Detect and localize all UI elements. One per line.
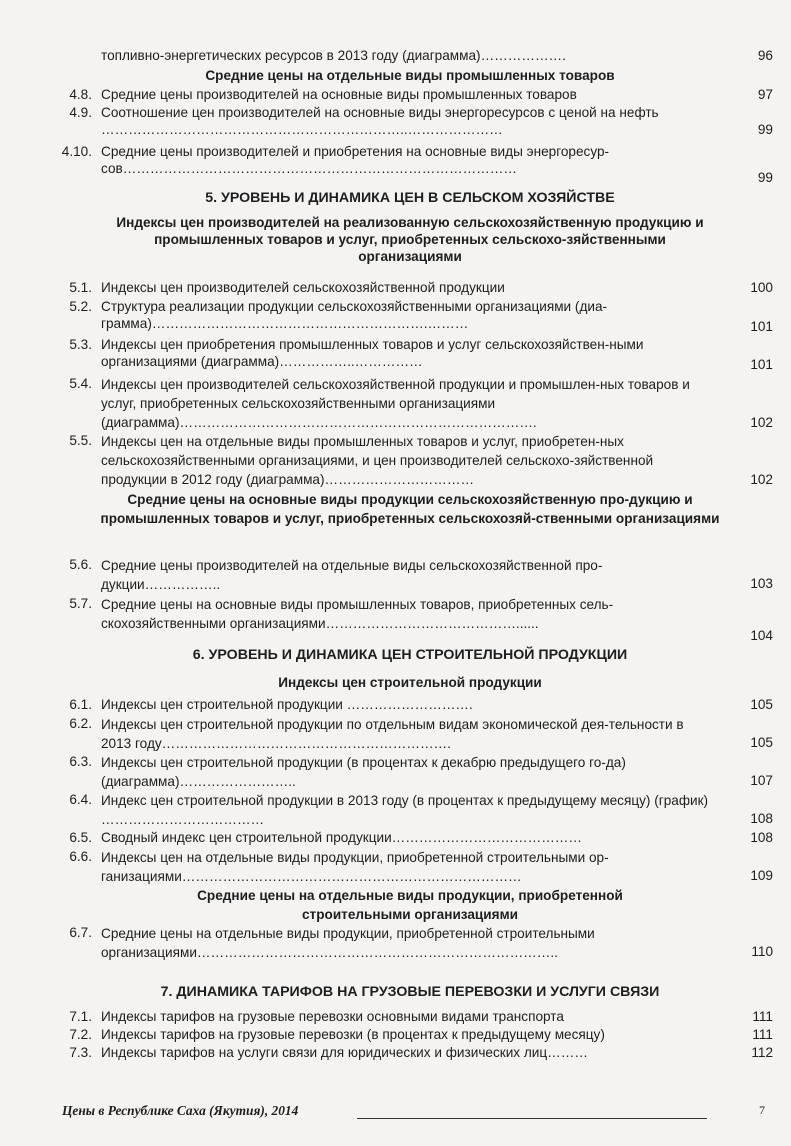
toc-entry-number: 7.2. bbox=[69, 1027, 92, 1042]
toc-entry-page: 108 bbox=[750, 830, 773, 845]
toc-entry-number: 6.7. bbox=[69, 925, 92, 940]
toc-entry-page: 105 bbox=[750, 735, 773, 750]
toc-entry-number: 6.6. bbox=[69, 849, 92, 864]
toc-entry-text: Индексы цен на отдельные виды продукции, приобретенной строительными ор-ганизациями………………………………………………………………… bbox=[101, 850, 609, 884]
toc-entry-text: Средние цены производителей и приобретения на основные виды энергоресур-сов…………………………………………………………………………… bbox=[101, 144, 610, 176]
chapter-heading: 6. УРОВЕНЬ И ДИНАМИКА ЦЕН СТРОИТЕЛЬНОЙ ПРОДУКЦИИ bbox=[192, 647, 628, 663]
toc-entry-page: 101 bbox=[750, 357, 773, 372]
toc-entry-text: Индексы цен на отдельные виды промышленных товаров и услуг, приобретен-ных сельскохозяйственными организациями, и цен производителей сельскохо-зяйственной продукции в 2012 году (диаграмма)…………………………… bbox=[101, 434, 654, 487]
toc-entry-page: 110 bbox=[751, 944, 773, 959]
toc-entry-page: 99 bbox=[757, 170, 773, 185]
footer-title: Цены в Республике Саха (Якутия), 2014 bbox=[62, 1103, 299, 1118]
toc-entry-text: Средние цены производителей на основные виды промышленных товаров bbox=[101, 87, 577, 102]
toc-entry-text: Средние цены на отдельные виды продукции, приобретенной строительными организациями…………………………………………………………………….. bbox=[101, 926, 595, 960]
toc-entry-page: 112 bbox=[751, 1045, 773, 1060]
toc-entry-page: 109 bbox=[750, 868, 773, 883]
toc-entry-text: Индексы цен производителей сельскохозяйственной продукции bbox=[101, 280, 505, 295]
section-heading: Средние цены на отдельные виды промышленных товаров bbox=[205, 68, 615, 83]
toc-entry-number: 6.1. bbox=[69, 697, 92, 712]
toc-entry-number: 6.5. bbox=[69, 830, 92, 845]
toc-entry-number: 5.2. bbox=[69, 299, 92, 314]
chapter-heading: 7. ДИНАМИКА ТАРИФОВ НА ГРУЗОВЫЕ ПЕРЕВОЗКИ И УСЛУГИ СВЯЗИ bbox=[160, 984, 660, 1000]
toc-entry-number: 5.3. bbox=[69, 337, 92, 352]
toc-entry-text: Индекс цен строительной продукции в 2013 году (в процентах к предыдущему месяцу) (график) ……………………………… bbox=[101, 793, 709, 827]
footer-page-number: 7 bbox=[759, 1103, 765, 1117]
toc-entry-number: 5.5. bbox=[69, 433, 92, 448]
toc-entry-text: Средние цены на основные виды промышленных товаров, приобретенных сель-скохозяйственными организациями……………………………………...... bbox=[101, 597, 614, 631]
toc-entry-page: 107 bbox=[750, 773, 773, 788]
toc-entry-page: 102 bbox=[750, 472, 773, 487]
toc-entry-text: Индексы тарифов на грузовые перевозки основными видами транспорта bbox=[101, 1009, 564, 1024]
toc-entry-text: Сводный индекс цен строительной продукции…………………………………… bbox=[101, 830, 582, 845]
toc-entry-text: Индексы тарифов на грузовые перевозки (в процентах к предыдущему месяцу) bbox=[101, 1027, 605, 1042]
footer-rule bbox=[357, 1118, 707, 1119]
toc-entry-number: 7.1. bbox=[69, 1009, 92, 1024]
toc-entry-number: 6.2. bbox=[69, 716, 92, 731]
toc-entry-number: 5.6. bbox=[69, 557, 92, 572]
toc-entry-page: 102 bbox=[750, 415, 773, 430]
toc-entry-page: 100 bbox=[750, 280, 773, 295]
toc-entry-page: 96 bbox=[757, 48, 773, 63]
toc-entry-number: 6.3. bbox=[69, 754, 92, 769]
toc-entry-text: Структура реализации продукции сельскохозяйственными организациями (диа-грамма)…………………………………………………….……… bbox=[101, 299, 608, 331]
toc-entry-number: 4.8. bbox=[69, 87, 92, 102]
toc-entry-page: 97 bbox=[757, 87, 773, 102]
toc-entry-text: Индексы цен производителей сельскохозяйственной продукции и промышлен-ных товаров и услуг, приобретенных сельскохозяйственными организациями (диаграмма)……………………………………………………………………. bbox=[101, 377, 690, 430]
toc-entry-text: топливно-энергетических ресурсов в 2013 году (диаграмма)………………. bbox=[101, 48, 566, 63]
toc-entry-number: 6.4. bbox=[69, 792, 92, 807]
toc-entry-text: Индексы тарифов на услуги связи для юридических и физических лиц……… bbox=[101, 1045, 588, 1060]
chapter-heading: 5. УРОВЕНЬ И ДИНАМИКА ЦЕН В СЕЛЬСКОМ ХОЗЯЙСТВЕ bbox=[205, 190, 615, 206]
section-heading: Средние цены на основные виды продукции сельскохозяйственную про-дукцию и промышленных товаров и услуг, приобретенных сельскохозяй-ственными организациями bbox=[100, 492, 720, 526]
toc-entry-number: 4.10. bbox=[61, 144, 92, 159]
toc-entry-text: Средние цены производителей на отдельные виды сельскохозяйственной про-дукции…………….. bbox=[101, 558, 603, 592]
section-heading: Средние цены на отдельные виды продукции, приобретенной строительными организациями bbox=[197, 888, 623, 922]
toc-entry-number: 4.9. bbox=[69, 105, 92, 120]
toc-entry-text: Индексы цен строительной продукции ………………………. bbox=[101, 697, 473, 712]
toc-entry-page: 104 bbox=[750, 628, 773, 643]
toc-entry-page: 108 bbox=[750, 811, 773, 826]
section-heading: Индексы цен строительной продукции bbox=[278, 675, 542, 690]
toc-entry-number: 5.7. bbox=[69, 596, 92, 611]
toc-entry-text: Индексы цен приобретения промышленных товаров и услуг сельскохозяйствен-ными организациями (диаграмма)……………..…………… bbox=[101, 337, 644, 369]
toc-entry-page: 99 bbox=[757, 122, 773, 137]
toc-entry-page: 105 bbox=[750, 697, 773, 712]
section-heading: Индексы цен производителей на реализованную сельскохозяйственную продукцию и промышленных товаров и услуг, приобретенных сельскохо-зяйственными организациями bbox=[116, 215, 704, 264]
toc-entry-text: Индексы цен строительной продукции по отдельным видам экономической дея-тельности в 2013 году………………………………………………………. bbox=[101, 717, 684, 751]
toc-entry-number: 5.4. bbox=[69, 376, 92, 391]
toc-entry-page: 111 bbox=[752, 1009, 773, 1024]
toc-entry-page: 111 bbox=[752, 1027, 773, 1042]
toc-entry-text: Индексы цен строительной продукции (в процентах к декабрю предыдущего го-да) (диаграмма)…………………….. bbox=[101, 755, 626, 789]
toc-entry-page: 101 bbox=[750, 319, 773, 334]
toc-entry-number: 7.3. bbox=[69, 1045, 92, 1060]
toc-entry-page: 103 bbox=[750, 576, 773, 591]
toc-entry-number: 5.1. bbox=[69, 280, 92, 295]
toc-entry-text: Соотношение цен производителей на основные виды энергоресурсов с ценой на нефть …………………………………………………………..………………… bbox=[101, 105, 659, 137]
